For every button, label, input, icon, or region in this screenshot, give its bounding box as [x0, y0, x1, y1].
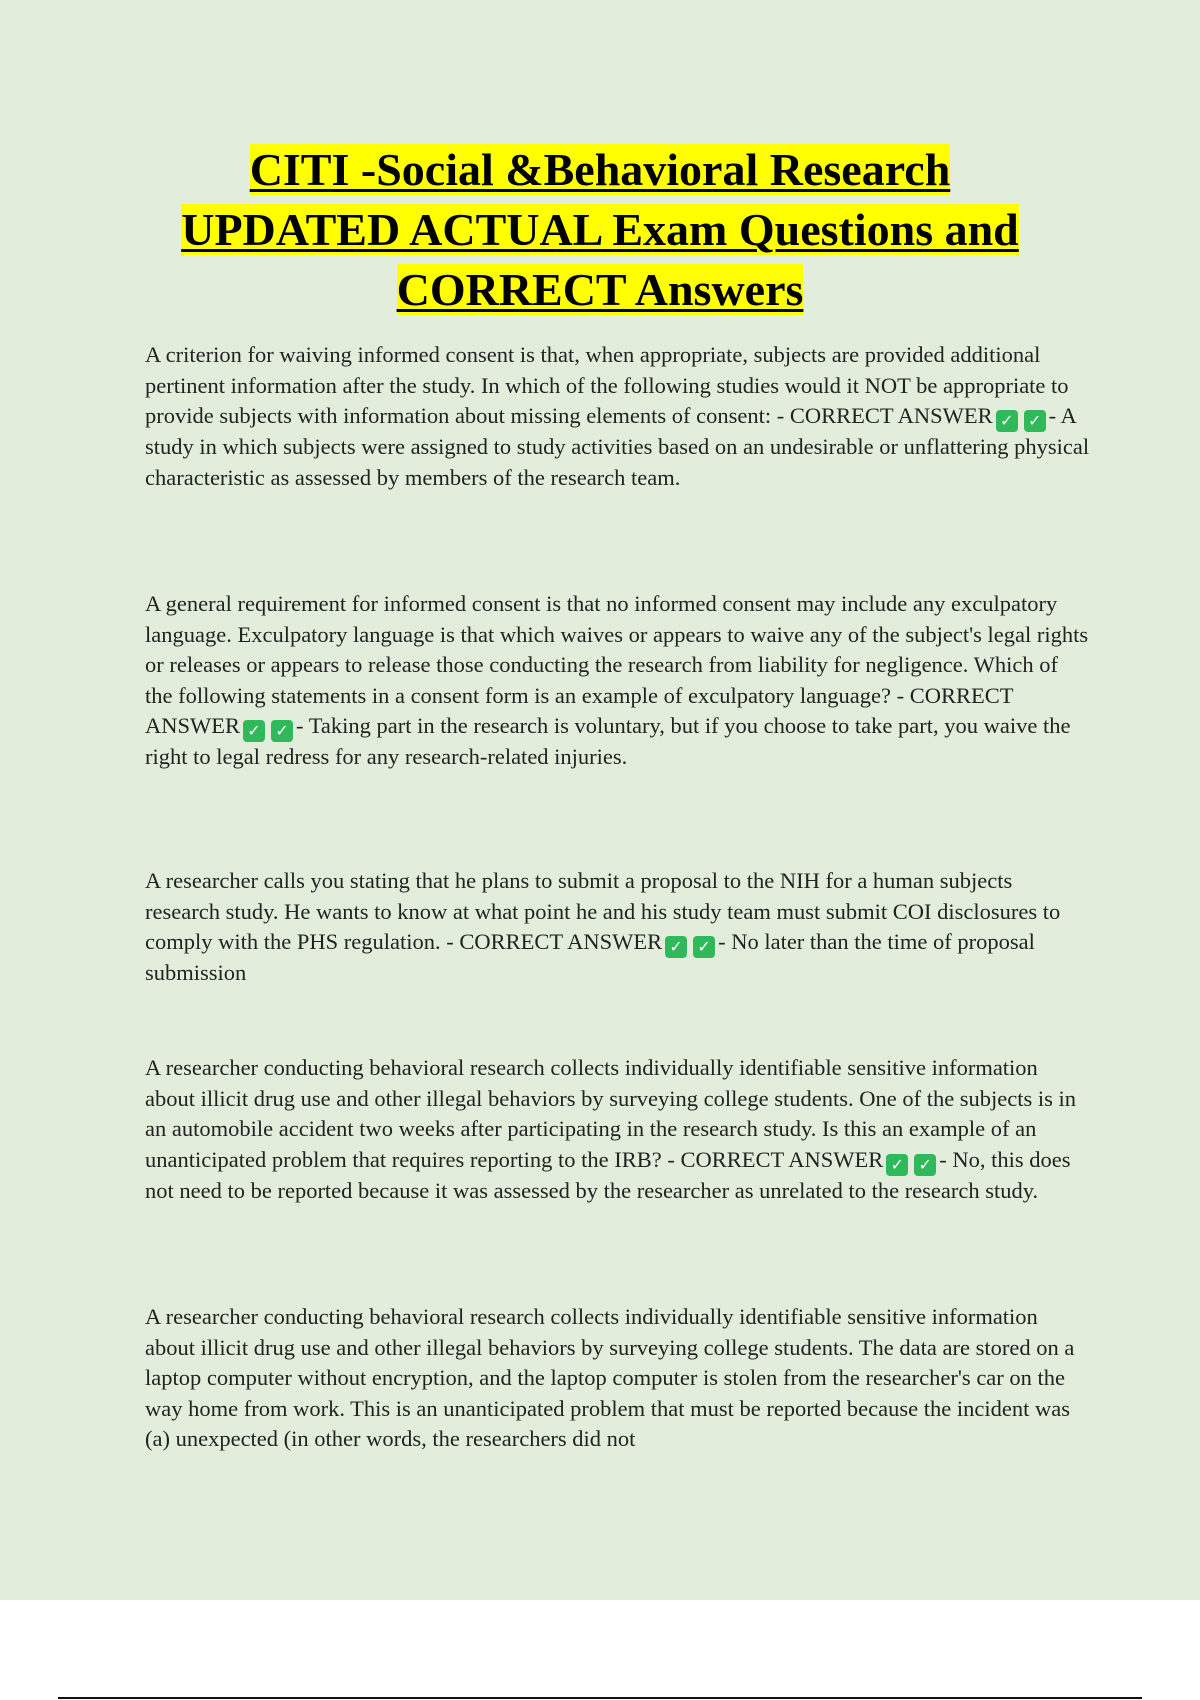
title-line-1: CITI -Social &Behavioral Research — [249, 144, 951, 195]
answer-text: - No later than the time of proposal submission — [145, 929, 1035, 985]
check-mark-icon: ✓ — [693, 936, 715, 958]
document-title — [0, 140, 1200, 320]
footer-divider — [58, 1697, 1142, 1699]
answer-text: - A study in which subjects were assigned to study activities based on an undesirable or unflattering physical characteristic as assessed by members of the research team. — [145, 403, 1090, 490]
qa-item-4 — [145, 1053, 1090, 1206]
check-mark-icon: ✓ — [243, 720, 265, 742]
question-text: A researcher conducting behavioral research collects individually identifiable sensitive information about illicit drug use and other illegal behaviors by surveying college students. One of the subjects is in an automobile accident two weeks after participating in the research study. Is this an example of an unanticipated problem that requires reporting to the IRB? - CORRECT ANSWER — [145, 1055, 1077, 1172]
check-mark-icon: ✓ — [1024, 410, 1046, 432]
qa-item-5 — [145, 1302, 1090, 1455]
title-line-3: CORRECT Answers — [396, 264, 804, 315]
check-mark-icon: ✓ — [271, 720, 293, 742]
qa-item-3 — [145, 866, 1090, 989]
qa-item-2 — [145, 589, 1090, 773]
qa-item-1 — [145, 340, 1090, 493]
question-text: A researcher conducting behavioral research collects individually identifiable sensitive information about illicit drug use and other illegal behaviors by surveying college students. The data are stored on a laptop computer without encryption, and the laptop computer is stolen from the researcher's car on the way home from work. This is an unanticipated problem that must be reported because the incident was (a) unexpected (in other words, the researchers did not — [145, 1304, 1075, 1451]
check-mark-icon: ✓ — [665, 936, 687, 958]
question-text: A criterion for waiving informed consent is that, when appropriate, subjects are provided additional pertinent information after the study. In which of the following studies would it NOT be appropriate to provide subjects with information about missing elements of consent: - CORRECT ANSWER — [145, 342, 1069, 428]
check-mark-icon: ✓ — [996, 410, 1018, 432]
title-line-2: UPDATED ACTUAL Exam Questions and — [181, 204, 1019, 255]
check-mark-icon: ✓ — [886, 1154, 908, 1176]
question-text: A researcher calls you stating that he plans to submit a proposal to the NIH for a human subjects research study. He wants to know at what point he and his study team must submit COI disclosures to comply with the PHS regulation. - CORRECT ANSWER — [145, 868, 1061, 954]
answer-text: - Taking part in the research is voluntary, but if you choose to take part, you waive the right to legal redress for any research-related injuries. — [145, 713, 1071, 769]
question-text: A general requirement for informed consent is that no informed consent may include any exculpatory language. Exculpatory language is that which waives or appears to waive any of the subject's legal rights or releases or appears to release those conducting the research from liability for negligence. Which of the following statements in a consent form is an example of exculpatory language? - CORRECT ANSWER — [145, 591, 1089, 738]
answer-text: - No, this does not need to be reported because it was assessed by the researcher as unrelated to the research study. — [145, 1146, 1071, 1203]
check-mark-icon: ✓ — [914, 1154, 936, 1176]
